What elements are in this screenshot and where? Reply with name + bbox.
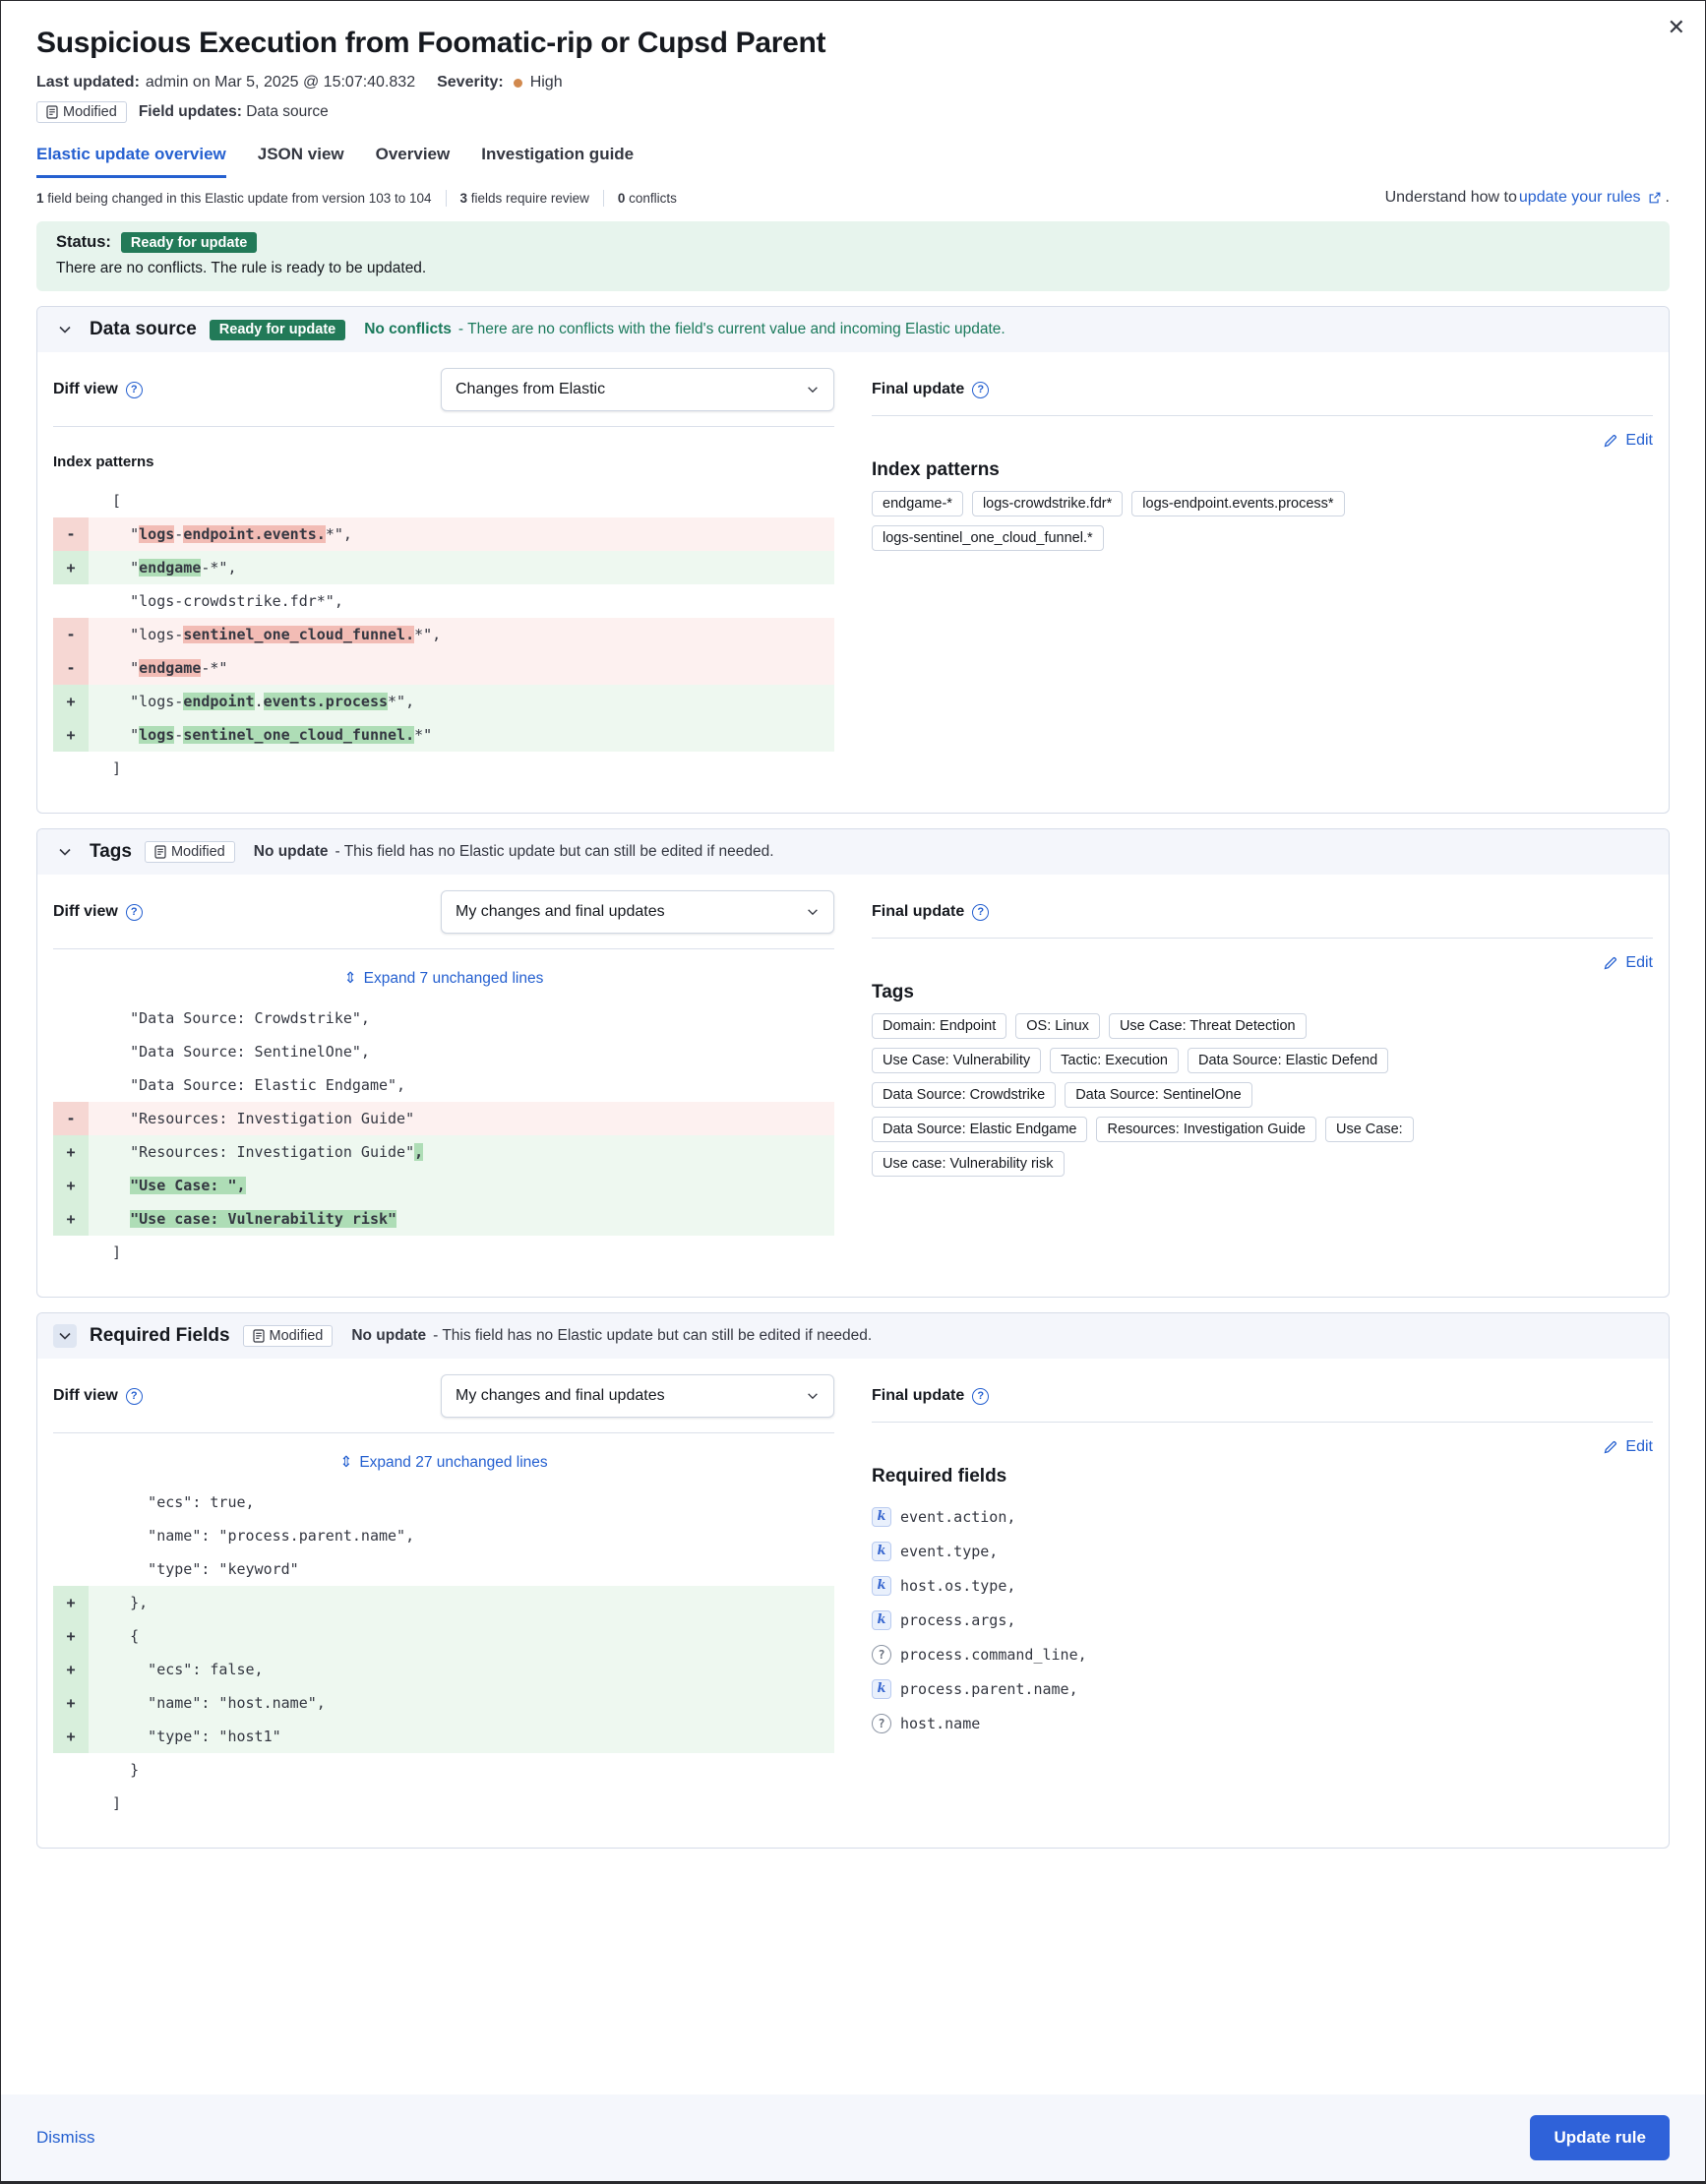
diff-line-code: {: [94, 1627, 140, 1645]
diff-line-code: "name": "host.name",: [94, 1694, 326, 1712]
diff-line-marker: -: [53, 517, 89, 551]
diff-line: [53, 1486, 834, 1519]
fields-changed-count: 1 field being changed in this Elastic update from version 103 to 104: [36, 190, 432, 206]
diff-line-marker: +: [53, 1135, 89, 1169]
ready-for-update-badge: Ready for update: [210, 320, 345, 340]
diff-view-select[interactable]: [441, 1374, 834, 1418]
diff-line-marker: [53, 1068, 89, 1102]
value-badge: Domain: Endpoint: [872, 1013, 1006, 1039]
diff-view-label: Diff view: [53, 1387, 118, 1404]
pencil-icon: [1603, 955, 1618, 971]
final-update-column: [872, 1359, 1653, 1820]
keyword-type-icon: k: [872, 1610, 891, 1630]
last-updated-label: Last updated:: [36, 74, 140, 91]
divider: [53, 948, 834, 949]
diff-line-code: "Data Source: Crowdstrike",: [94, 1009, 370, 1027]
edit-button[interactable]: Edit: [1603, 1438, 1653, 1456]
value-badge: Data Source: Crowdstrike: [872, 1082, 1056, 1108]
flyout-content: [1, 1, 1705, 1849]
diff-line: [53, 1552, 834, 1586]
dismiss-button[interactable]: Dismiss: [36, 2128, 95, 2147]
value-badge: logs-sentinel_one_cloud_funnel.*: [872, 525, 1104, 551]
required-field-item: [872, 1637, 1653, 1671]
update-counts: [36, 190, 677, 207]
required-field-name: process.command_line,: [900, 1645, 1087, 1664]
diff-line: [53, 584, 834, 618]
diff-line-code: ]: [94, 1244, 122, 1261]
keyword-type-icon: k: [872, 1507, 891, 1527]
final-update-column: [872, 875, 1653, 1269]
tab-investigation-guide[interactable]: Investigation guide: [481, 145, 635, 163]
status-badge: Ready for update: [121, 232, 257, 253]
pencil-icon: [1603, 1439, 1618, 1455]
section-data-source-body: [37, 352, 1669, 813]
value-badge: Data Source: Elastic Defend: [1188, 1048, 1388, 1073]
diff-line-marker: [53, 1552, 89, 1586]
diff-line: [53, 1035, 834, 1068]
value-badge: OS: Linux: [1015, 1013, 1100, 1039]
help-icon[interactable]: ?: [126, 904, 143, 921]
diff-line-code: "Data Source: Elastic Endgame",: [94, 1076, 406, 1094]
required-field-name: host.os.type,: [900, 1576, 1016, 1595]
expand-row: [53, 1453, 834, 1472]
chevron-down-icon[interactable]: [53, 318, 77, 341]
diff-line-marker: +: [53, 1720, 89, 1753]
diff-line-marker: [53, 1787, 89, 1820]
diff-line-marker: [53, 1035, 89, 1068]
final-update-label-wrap: [872, 903, 989, 921]
diff-column: [53, 875, 834, 1269]
diff-line-code: "ecs": false,: [94, 1661, 264, 1678]
diff-line: [53, 685, 834, 718]
diff-line: [53, 1236, 834, 1269]
diff-line: [53, 1787, 834, 1820]
document-edit-icon: [253, 1329, 265, 1343]
diff-line: [53, 1135, 834, 1169]
section-data-source: [36, 306, 1670, 814]
diff-field-heading: Index patterns: [53, 454, 154, 470]
final-update-row: [872, 1374, 1653, 1418]
modified-badge-label: Modified: [269, 1328, 324, 1344]
diff-line: [53, 1720, 834, 1753]
diff-line: [53, 1102, 834, 1135]
chevron-down-icon[interactable]: [53, 840, 77, 864]
final-field-heading: Index patterns: [872, 459, 1000, 480]
value-badge: Use case: Vulnerability risk: [872, 1151, 1065, 1177]
diff-line-code: "logs-crowdstrike.fdr*",: [94, 592, 343, 610]
status-label: Status:: [56, 233, 111, 251]
no-update-desc: - This field has no Elastic update but can still be edited if needed.: [335, 843, 774, 860]
close-icon[interactable]: ✕: [1667, 15, 1685, 39]
diff-line-marker: [53, 752, 89, 785]
diff-line-marker: -: [53, 618, 89, 651]
diff-line-code: "Resources: Investigation Guide",: [94, 1143, 424, 1161]
divider: [603, 190, 604, 207]
keyword-type-icon: k: [872, 1542, 891, 1561]
diff-view-select[interactable]: [441, 368, 834, 411]
section-title: Data source: [90, 319, 197, 339]
diff-line: [53, 551, 834, 584]
diff-line-marker: +: [53, 551, 89, 584]
diff-block: [53, 1001, 834, 1269]
rule-meta: [36, 74, 1670, 91]
diff-line-code: "endgame-*",: [94, 559, 237, 576]
field-updates-label: Field updates:: [138, 103, 242, 120]
tags-badges: [872, 1013, 1432, 1177]
diff-line-marker: -: [53, 651, 89, 685]
document-edit-icon: [46, 105, 58, 119]
section-tags-body: [37, 875, 1669, 1297]
diff-view-label-wrap: [53, 903, 143, 921]
diff-line-code: "endgame-*": [94, 659, 228, 677]
edit-row: [872, 1438, 1653, 1456]
expand-unchanged-lines-button[interactable]: ⇕ Expand 27 unchanged lines: [339, 1453, 548, 1471]
value-badge: Data Source: SentinelOne: [1065, 1082, 1251, 1108]
severity-dot-icon: [514, 79, 522, 88]
required-field-name: process.args,: [900, 1610, 1016, 1629]
diff-view-row: [53, 368, 834, 411]
status-description: There are no conflicts. The rule is ready to be updated.: [56, 260, 427, 276]
required-field-item: [872, 1603, 1653, 1637]
rule-meta-2: [36, 101, 1670, 123]
status-banner-head: [56, 232, 1650, 253]
section-title: Tags: [90, 841, 132, 862]
chevron-down-icon: [806, 1389, 820, 1403]
final-update-label: Final update: [872, 903, 965, 920]
final-update-column: [872, 352, 1653, 785]
update-rules-doc-link[interactable]: update your rules: [1518, 189, 1641, 206]
section-required-fields-body: [37, 1359, 1669, 1848]
conflicts-count: 0 conflicts: [617, 190, 677, 206]
diff-line: [53, 752, 834, 785]
tab-overview[interactable]: Overview: [375, 145, 451, 163]
diff-line: [53, 1169, 834, 1202]
required-field-item: [872, 1499, 1653, 1534]
chevron-down-icon: [806, 905, 820, 919]
diff-column: [53, 352, 834, 785]
divider: [872, 1422, 1653, 1423]
section-title: Required Fields: [90, 1325, 230, 1346]
diff-line-code: "Data Source: SentinelOne",: [94, 1043, 370, 1061]
diff-line-code: "type": "host1": [94, 1728, 281, 1745]
no-update-label: No update: [253, 843, 329, 860]
diff-view-select-value: My changes and final updates: [456, 903, 665, 920]
diff-line: [53, 1202, 834, 1236]
value-badge: logs-crowdstrike.fdr*: [972, 491, 1123, 516]
update-summary-row: [36, 178, 1670, 215]
diff-line-code: [: [94, 492, 122, 510]
diff-line-marker: +: [53, 1202, 89, 1236]
required-field-name: event.type,: [900, 1542, 999, 1560]
diff-line-code: ]: [94, 759, 122, 777]
diff-line: [53, 1753, 834, 1787]
diff-line: [53, 1586, 834, 1619]
tab-elastic-update-overview[interactable]: Elastic update overview: [36, 145, 226, 178]
diff-line-marker: -: [53, 1102, 89, 1135]
diff-view-label: Diff view: [53, 903, 118, 920]
fields-review-count: 3 fields require review: [459, 190, 589, 206]
diff-view-row: [53, 1374, 834, 1418]
required-field-item: [872, 1534, 1653, 1568]
required-field-item: [872, 1568, 1653, 1603]
section-required-fields-header[interactable]: [37, 1313, 1669, 1359]
docs-help: [1385, 189, 1670, 207]
final-update-label-wrap: [872, 381, 989, 398]
expand-icon: ⇕: [343, 970, 357, 987]
diff-line-marker: [53, 1753, 89, 1787]
diff-line-code: "logs-endpoint.events.process*",: [94, 693, 415, 710]
divider: [872, 415, 1653, 416]
pencil-icon: [1603, 433, 1618, 449]
diff-line-marker: +: [53, 1169, 89, 1202]
diff-line-marker: +: [53, 1653, 89, 1686]
diff-line: [53, 718, 834, 752]
diff-view-select[interactable]: [441, 890, 834, 934]
diff-line-code: "type": "keyword": [94, 1560, 299, 1578]
diff-line-marker: +: [53, 1586, 89, 1619]
severity-label: Severity:: [437, 74, 504, 91]
no-update-note: [351, 1327, 872, 1345]
divider: [872, 938, 1653, 939]
diff-line-code: "logs-sentinel_one_cloud_funnel.*": [94, 726, 433, 744]
edit-row: [872, 954, 1653, 972]
external-link-icon: [1648, 191, 1662, 205]
keyword-type-icon: k: [872, 1679, 891, 1699]
required-field-name: host.name: [900, 1714, 981, 1732]
diff-line-marker: [53, 1001, 89, 1035]
diff-line: [53, 651, 834, 685]
diff-view-row: [53, 890, 834, 934]
section-tags: [36, 828, 1670, 1298]
no-conflicts-desc: - There are no conflicts with the field's current value and incoming Elastic update.: [457, 321, 1005, 337]
required-field-name: process.parent.name,: [900, 1679, 1078, 1698]
modified-badge: [36, 101, 127, 123]
diff-line-marker: [53, 1486, 89, 1519]
expand-unchanged-lines-button[interactable]: ⇕ Expand 7 unchanged lines: [343, 969, 544, 987]
required-field-item: [872, 1671, 1653, 1706]
diff-line-marker: +: [53, 685, 89, 718]
diff-line: [53, 1068, 834, 1102]
severity-value: High: [529, 74, 563, 91]
final-field-heading: Tags: [872, 982, 914, 1002]
section-data-source-header[interactable]: [37, 307, 1669, 352]
diff-view-label: Diff view: [53, 381, 118, 397]
final-update-row: [872, 368, 1653, 411]
diff-line-code: "name": "process.parent.name",: [94, 1527, 415, 1545]
modified-badge-label: Modified: [170, 844, 225, 860]
diff-line-code: "Resources: Investigation Guide": [94, 1110, 415, 1127]
diff-line-marker: +: [53, 1619, 89, 1653]
final-update-label: Final update: [872, 1387, 965, 1404]
diff-view-select-value: Changes from Elastic: [456, 381, 606, 397]
field-updates-value: Data source: [246, 103, 329, 120]
diff-line-marker: [53, 1236, 89, 1269]
diff-line: [53, 1001, 834, 1035]
diff-line-code: ]: [94, 1794, 122, 1812]
page-title: Suspicious Execution from Foomatic-rip or Cupsd Parent: [36, 27, 826, 59]
keyword-type-icon: k: [872, 1576, 891, 1596]
diff-line-marker: +: [53, 1686, 89, 1720]
expand-icon: ⇕: [339, 1454, 353, 1471]
docs-help-prefix: Understand how to: [1384, 189, 1517, 206]
tab-bar: [36, 145, 1670, 178]
modified-badge: [145, 841, 235, 863]
divider: [53, 1432, 834, 1433]
diff-line: [53, 1686, 834, 1720]
modified-badge: [243, 1325, 334, 1347]
unknown-type-icon: ?: [872, 1714, 891, 1733]
diff-line-code: "Use case: Vulnerability risk": [130, 1210, 397, 1228]
value-badge: Use Case: Vulnerability: [872, 1048, 1041, 1073]
help-icon[interactable]: ?: [972, 1388, 989, 1405]
diff-line-code: }: [94, 1761, 140, 1779]
divider: [446, 190, 447, 207]
diff-line: [53, 1519, 834, 1552]
value-badge: Data Source: Elastic Endgame: [872, 1117, 1087, 1142]
no-conflicts-label: No conflicts: [364, 321, 452, 337]
help-icon[interactable]: ?: [126, 1388, 143, 1405]
diff-line-marker: +: [53, 718, 89, 752]
unknown-type-icon: ?: [872, 1645, 891, 1665]
value-badge: Use Case:: [1325, 1117, 1414, 1142]
diff-block: [53, 1486, 834, 1820]
section-required-fields: [36, 1312, 1670, 1849]
modified-badge-label: Modified: [63, 104, 117, 120]
no-update-desc: - This field has no Elastic update but can still be edited if needed.: [433, 1327, 873, 1344]
status-banner: [36, 221, 1670, 291]
section-tags-header[interactable]: [37, 829, 1669, 875]
diff-line-code: },: [94, 1594, 149, 1611]
required-field-name: event.action,: [900, 1507, 1016, 1526]
help-icon[interactable]: ?: [972, 382, 989, 398]
diff-line-marker: [53, 584, 89, 618]
required-fields-list: [872, 1499, 1653, 1740]
final-update-label: Final update: [872, 381, 965, 397]
flyout-footer: [1, 2094, 1705, 2181]
diff-line: [53, 1619, 834, 1653]
diff-line-code: "ecs": true,: [94, 1493, 255, 1511]
expand-row: [53, 969, 834, 988]
diff-view-select-value: My changes and final updates: [456, 1387, 665, 1404]
diff-line-marker: [53, 484, 89, 517]
help-icon[interactable]: ?: [972, 904, 989, 921]
value-badge: endgame-*: [872, 491, 963, 516]
diff-view-label-wrap: [53, 381, 143, 398]
last-updated-value: admin on Mar 5, 2025 @ 15:07:40.832: [145, 74, 416, 91]
tab-json-view[interactable]: JSON view: [257, 145, 344, 163]
diff-block: [53, 484, 834, 785]
final-update-label-wrap: [872, 1387, 989, 1405]
divider: [53, 426, 834, 427]
diff-line-code: "logs-sentinel_one_cloud_funnel.*",: [94, 626, 442, 643]
diff-line: [53, 484, 834, 517]
value-badge: Use Case: Threat Detection: [1109, 1013, 1307, 1039]
diff-line-marker: [53, 1519, 89, 1552]
document-edit-icon: [154, 845, 166, 859]
no-update-label: No update: [351, 1327, 427, 1344]
edit-row: [872, 432, 1653, 450]
no-update-note: [254, 843, 774, 861]
diff-line-code: "Use Case: ",: [130, 1177, 246, 1194]
update-rule-button[interactable]: Update rule: [1530, 2115, 1670, 2160]
final-update-row: [872, 890, 1653, 934]
value-badge: Resources: Investigation Guide: [1096, 1117, 1316, 1142]
diff-line-code: "logs-endpoint.events.*",: [94, 525, 352, 543]
edit-button[interactable]: Edit: [1603, 432, 1653, 450]
diff-view-label-wrap: [53, 1387, 143, 1405]
docs-help-suffix: .: [1665, 189, 1670, 206]
diff-line: [53, 517, 834, 551]
value-badge: logs-endpoint.events.process*: [1131, 491, 1344, 516]
edit-button[interactable]: Edit: [1603, 954, 1653, 972]
diff-column: [53, 1359, 834, 1820]
help-icon[interactable]: ?: [126, 382, 143, 398]
conflict-note: [364, 321, 1005, 338]
chevron-down-icon[interactable]: [53, 1324, 77, 1348]
diff-line: [53, 1653, 834, 1686]
required-field-item: [872, 1706, 1653, 1740]
diff-line: [53, 618, 834, 651]
field-updates: [139, 103, 329, 121]
value-badge: Tactic: Execution: [1050, 1048, 1179, 1073]
final-field-heading: Required fields: [872, 1466, 1007, 1486]
index-patterns-badges: [872, 491, 1432, 551]
chevron-down-icon: [806, 383, 820, 396]
